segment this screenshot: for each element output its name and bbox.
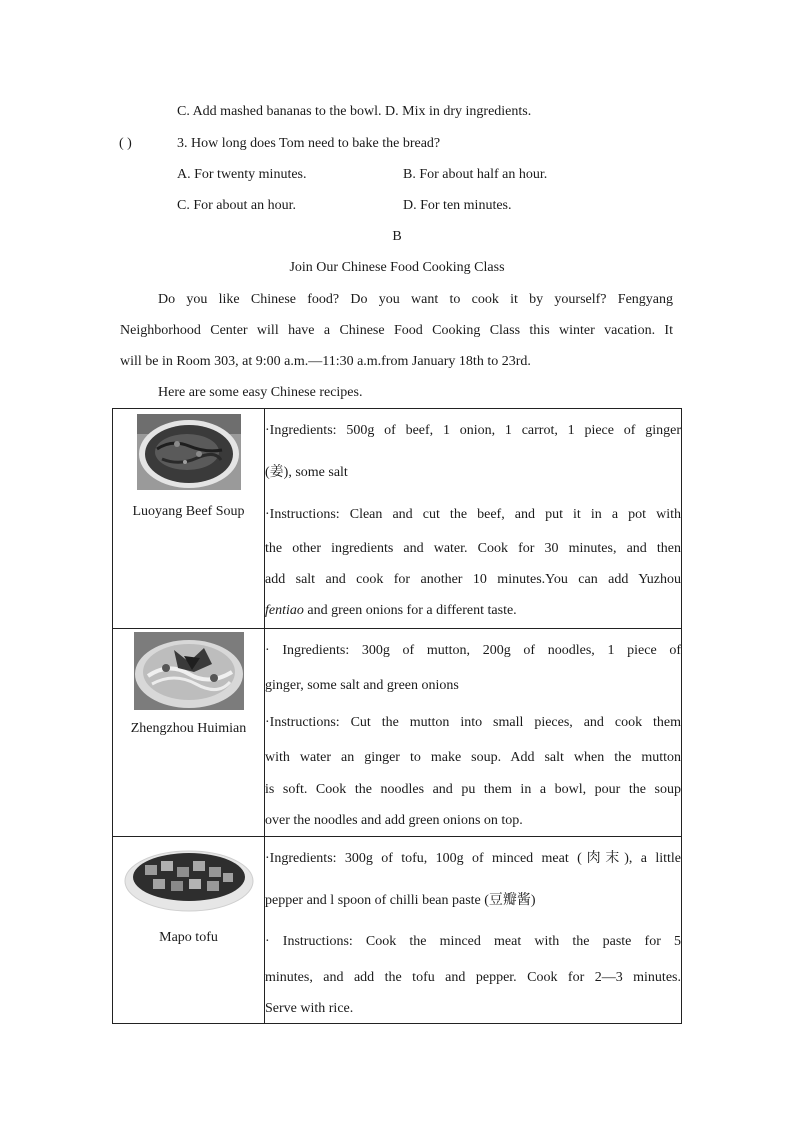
question-3-option-a: A. For twenty minutes. — [177, 167, 307, 182]
intro-line-3: will be in Room 303, at 9:00 a.m.—11:30 a.m.from January 18th to 23rd. — [120, 354, 531, 369]
instructions-line: ·Instructions: Cut the mutton into small pieces, and cook them — [265, 715, 681, 730]
huimian-photo — [134, 632, 244, 710]
intro-line-4: Here are some easy Chinese recipes. — [158, 385, 363, 400]
recipe-name: Luoyang Beef Soup — [132, 504, 245, 519]
recipe-name: Mapo tofu — [159, 930, 218, 945]
recipe-row — [113, 409, 682, 629]
question-3-option-c: C. For about an hour. — [177, 198, 296, 213]
ingredients-line: pepper and l spoon of chilli bean paste (豆瓣酱) — [265, 893, 536, 908]
question-2-options-cd: C. Add mashed bananas to the bowl. D. Mix in dry ingredients. — [177, 104, 532, 119]
recipe-details — [265, 837, 682, 1024]
recipe-image-cell — [113, 629, 265, 837]
instructions-line: is soft. Cook the noodles and pu them in a bowl, pour the soup — [265, 782, 681, 797]
question-3-stem: 3. How long does Tom need to bake the bread? — [177, 136, 441, 151]
ingredients-line: (姜), some salt — [265, 465, 348, 480]
intro-line-2: Neighborhood Center will have a Chinese Food Cooking Class this winter vacation. It — [120, 323, 673, 338]
instructions-line: with water an ginger to make soup. Add salt when the mutton — [265, 750, 681, 765]
recipe-row — [113, 837, 682, 1024]
recipe-image-cell — [113, 409, 265, 629]
intro-line-1: Do you like Chinese food? Do you want to cook it by yourself? Fengyang — [158, 292, 673, 307]
instructions-line: · Instructions: Cook the minced meat with the paste for 5 — [265, 934, 681, 949]
recipe-details — [265, 409, 682, 629]
recipe-details — [265, 629, 682, 837]
instructions-line: ·Instructions: Clean and cut the beef, and put it in a pot with — [265, 507, 681, 522]
recipe-name: Zhengzhou Huimian — [130, 721, 247, 736]
recipe-row — [113, 629, 682, 837]
question-3-option-b: B. For about half an hour. — [403, 167, 548, 182]
ingredients-line: ·Ingredients: 300g of tofu, 100g of minced meat (肉末), a little — [265, 851, 681, 866]
ingredients-line: ginger, some salt and green onions — [265, 678, 459, 693]
section-letter: B — [392, 229, 402, 244]
mapo-tofu-photo — [123, 841, 255, 915]
passage-title: Join Our Chinese Food Cooking Class — [289, 260, 505, 275]
question-3-answer-blank: ( ) — [119, 136, 132, 151]
instructions-line: minutes, and add the tofu and pepper. Cook for 2—3 minutes. — [265, 970, 681, 985]
ingredients-line: ·Ingredients: 500g of beef, 1 onion, 1 carrot, 1 piece of ginger — [265, 423, 681, 438]
recipe-table — [112, 408, 682, 1024]
instructions-line: over the noodles and add green onions on top. — [265, 813, 523, 828]
ingredients-line: · Ingredients: 300g of mutton, 200g of noodles, 1 piece of — [265, 643, 681, 658]
instructions-line: the other ingredients and water. Cook for 30 minutes, and then — [265, 541, 681, 556]
instructions-line: add salt and cook for another 10 minutes.You can add Yuzhou — [265, 572, 681, 587]
question-3-option-d: D. For ten minutes. — [403, 198, 512, 213]
beef-soup-photo — [137, 414, 241, 490]
recipe-image-cell — [113, 837, 265, 1024]
instructions-line — [265, 602, 681, 620]
instructions-line: Serve with rice. — [265, 1001, 354, 1016]
instructions-text: and green onions for a different taste. — [303, 603, 517, 618]
italic-term: fentiao — [265, 603, 304, 618]
